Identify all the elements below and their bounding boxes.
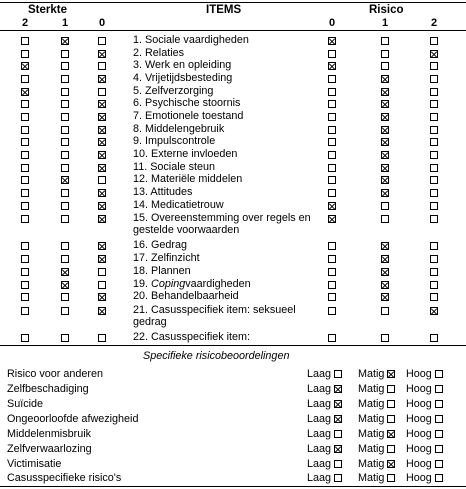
level-label: Matig: [358, 458, 385, 470]
level-checkbox-hoog[interactable]: [435, 370, 443, 378]
item-label-text: 16. Gedrag: [133, 239, 188, 251]
level-option-laag: [307, 413, 342, 425]
item-label: [133, 135, 215, 147]
level-checkbox-hoog[interactable]: [435, 474, 443, 482]
level-label: Laag: [307, 428, 332, 440]
level-option-hoog: [406, 443, 443, 455]
level-label: Laag: [307, 368, 332, 380]
risico-checkbox-2[interactable]: [430, 164, 438, 172]
risico-checkbox-1[interactable]: [381, 50, 389, 58]
level-label: Hoog: [406, 398, 432, 410]
specific-risk-label: Suïcide: [7, 398, 44, 410]
sterkte-checkbox-2[interactable]: [21, 202, 29, 210]
risico-checkbox-1[interactable]: [381, 307, 389, 315]
sterkte-col-0: 0: [99, 17, 106, 29]
sterkte-checkbox-1[interactable]: [61, 164, 69, 172]
sterkte-checkbox-0[interactable]: [98, 164, 106, 172]
sterkte-checkbox-1[interactable]: [61, 88, 69, 96]
risico-checkbox-0[interactable]: [328, 164, 336, 172]
level-checkbox-hoog[interactable]: [435, 415, 443, 423]
item-label-text: 14. Medicatietrouw: [133, 199, 224, 211]
risico-checkbox-2[interactable]: [430, 281, 438, 289]
risico-checkbox-0[interactable]: [328, 215, 336, 223]
sterkte-checkbox-1[interactable]: [61, 334, 69, 342]
item-label-rest: vaardigheden: [185, 278, 251, 290]
sterkte-col-2: 2: [22, 17, 29, 29]
risico-checkbox-1[interactable]: [381, 189, 389, 197]
sterkte-checkbox-0[interactable]: [98, 255, 106, 263]
sterkte-checkbox-2[interactable]: [21, 293, 29, 301]
sterkte-checkbox-2[interactable]: [21, 126, 29, 134]
item-label: [133, 252, 200, 264]
level-option-matig: [358, 383, 395, 395]
risico-checkbox-2[interactable]: [430, 268, 438, 276]
level-label: Matig: [358, 428, 385, 440]
sterkte-checkbox-0[interactable]: [98, 126, 106, 134]
level-checkbox-laag[interactable]: [334, 430, 342, 438]
risico-checkbox-2[interactable]: [430, 126, 438, 134]
item-label-number: 19.: [133, 278, 152, 290]
level-option-matig: [358, 398, 395, 410]
level-checkbox-matig[interactable]: [387, 460, 395, 468]
item-label: [133, 161, 215, 173]
sterkte-checkbox-0[interactable]: [98, 37, 106, 45]
risico-checkbox-0[interactable]: [328, 126, 336, 134]
risico-checkbox-2[interactable]: [430, 334, 438, 342]
risico-checkbox-2[interactable]: [430, 62, 438, 70]
sterkte-checkbox-0[interactable]: [98, 88, 106, 96]
risico-checkbox-0[interactable]: [328, 88, 336, 96]
top-rule: [0, 2, 466, 3]
level-checkbox-hoog[interactable]: [435, 460, 443, 468]
risico-checkbox-2[interactable]: [430, 113, 438, 121]
sterkte-checkbox-0[interactable]: [98, 151, 106, 159]
risico-checkbox-0[interactable]: [328, 176, 336, 184]
risico-checkbox-1[interactable]: [381, 293, 389, 301]
risico-checkbox-1[interactable]: [381, 202, 389, 210]
risico-checkbox-1[interactable]: [381, 242, 389, 250]
risico-checkbox-0[interactable]: [328, 255, 336, 263]
level-label: Hoog: [406, 458, 432, 470]
sterkte-checkbox-1[interactable]: [61, 126, 69, 134]
sterkte-col-1: 1: [62, 17, 69, 29]
risico-checkbox-1[interactable]: [381, 164, 389, 172]
level-checkbox-hoog[interactable]: [435, 400, 443, 408]
specific-risk-label: Risico voor anderen: [7, 368, 104, 380]
item-label-text: 8. Middelengebruik: [133, 123, 225, 135]
level-label: Matig: [358, 398, 385, 410]
sterkte-checkbox-1[interactable]: [61, 281, 69, 289]
sterkte-checkbox-1[interactable]: [61, 151, 69, 159]
risico-header: Risico: [369, 4, 404, 16]
sterkte-checkbox-2[interactable]: [21, 151, 29, 159]
risico-checkbox-0[interactable]: [328, 62, 336, 70]
level-option-hoog: [406, 428, 443, 440]
item-label-text: 22. Casusspecifiek item:: [133, 331, 251, 343]
item-label: [133, 186, 192, 198]
item-label: [133, 265, 191, 277]
item-label-text: 20. Behandelbaarheid: [133, 290, 239, 302]
sterkte-checkbox-1[interactable]: [61, 62, 69, 70]
item-label-italic: Coping: [151, 278, 186, 290]
sterkte-checkbox-0[interactable]: [98, 268, 106, 276]
level-option-matig: [358, 472, 395, 484]
level-option-laag: [307, 472, 342, 484]
item-label: [133, 278, 251, 290]
level-label: Matig: [358, 443, 385, 455]
level-label: Matig: [358, 413, 385, 425]
risico-checkbox-2[interactable]: [430, 75, 438, 83]
item-label-text: 15. Overeenstemming over regels en: [133, 212, 311, 224]
level-label: Hoog: [406, 383, 432, 395]
specific-risk-label: Ongeoorloofde afwezigheid: [7, 413, 139, 425]
risico-checkbox-2[interactable]: [430, 242, 438, 250]
level-label: Laag: [307, 383, 332, 395]
risico-checkbox-0[interactable]: [328, 334, 336, 342]
risico-checkbox-0[interactable]: [328, 138, 336, 146]
risico-checkbox-0[interactable]: [328, 113, 336, 121]
sterkte-checkbox-1[interactable]: [61, 50, 69, 58]
sterkte-checkbox-1[interactable]: [61, 138, 69, 146]
level-checkbox-matig[interactable]: [387, 385, 395, 393]
sterkte-checkbox-0[interactable]: [98, 202, 106, 210]
sterkte-checkbox-1[interactable]: [61, 202, 69, 210]
level-option-laag: [307, 458, 342, 470]
risico-checkbox-1[interactable]: [381, 215, 389, 223]
sterkte-checkbox-2[interactable]: [21, 100, 29, 108]
sterkte-checkbox-2[interactable]: [21, 50, 29, 58]
level-option-laag: [307, 368, 342, 380]
item-label: [133, 110, 243, 122]
risico-checkbox-1[interactable]: [381, 88, 389, 96]
item-label-text: 4. Vrijetijdsbesteding: [133, 72, 233, 84]
risico-checkbox-1[interactable]: [381, 255, 389, 263]
level-label: Laag: [307, 413, 332, 425]
bottom-rule: [0, 486, 466, 487]
sterkte-checkbox-0[interactable]: [98, 176, 106, 184]
risico-checkbox-2[interactable]: [430, 215, 438, 223]
risico-col-1: 1: [382, 17, 389, 29]
risico-checkbox-1[interactable]: [381, 37, 389, 45]
sterkte-checkbox-1[interactable]: [61, 37, 69, 45]
sterkte-checkbox-2[interactable]: [21, 176, 29, 184]
risico-checkbox-1[interactable]: [381, 62, 389, 70]
item-label: [133, 290, 239, 302]
item-label-text: 17. Zelfinzicht: [133, 252, 200, 264]
risico-checkbox-2[interactable]: [430, 37, 438, 45]
level-option-laag: [307, 398, 342, 410]
risico-checkbox-0[interactable]: [328, 268, 336, 276]
risico-col-2: 2: [431, 17, 438, 29]
risico-checkbox-2[interactable]: [430, 255, 438, 263]
risico-checkbox-0[interactable]: [328, 37, 336, 45]
sterkte-checkbox-2[interactable]: [21, 62, 29, 70]
risico-checkbox-0[interactable]: [328, 202, 336, 210]
sterkte-checkbox-0[interactable]: [98, 138, 106, 146]
sterkte-checkbox-2[interactable]: [21, 307, 29, 315]
risico-checkbox-1[interactable]: [381, 75, 389, 83]
item-label-text: 6. Psychische stoornis: [133, 97, 241, 109]
risico-checkbox-0[interactable]: [328, 189, 336, 197]
level-option-hoog: [406, 472, 443, 484]
item-label-text: 9. Impulscontrole: [133, 135, 216, 147]
level-checkbox-matig[interactable]: [387, 400, 395, 408]
sterkte-checkbox-2[interactable]: [21, 37, 29, 45]
level-option-hoog: [406, 368, 443, 380]
sterkte-header: Sterkte: [28, 4, 67, 16]
item-label: [133, 304, 296, 328]
level-option-hoog: [406, 458, 443, 470]
level-label: Matig: [358, 472, 385, 484]
sterkte-checkbox-2[interactable]: [21, 138, 29, 146]
level-checkbox-hoog[interactable]: [435, 385, 443, 393]
item-label: [133, 148, 237, 160]
level-label: Hoog: [406, 428, 432, 440]
risico-checkbox-1[interactable]: [381, 151, 389, 159]
item-label-text-cont: gedrag: [133, 316, 167, 328]
item-label: [133, 199, 224, 211]
sterkte-checkbox-0[interactable]: [98, 113, 106, 121]
item-label-text: 10. Externe invloeden: [133, 148, 238, 160]
items-header: ITEMS: [206, 4, 242, 16]
specific-section-title: Specifieke risicobeoordelingen: [143, 350, 290, 362]
sterkte-checkbox-2[interactable]: [21, 189, 29, 197]
sterkte-checkbox-1[interactable]: [61, 113, 69, 121]
items-bottom-rule: [0, 345, 466, 346]
level-option-hoog: [406, 383, 443, 395]
level-label: Laag: [307, 443, 332, 455]
item-label-text: 12. Materiële middelen: [133, 173, 243, 185]
level-checkbox-matig[interactable]: [387, 445, 395, 453]
level-checkbox-laag[interactable]: [334, 474, 342, 482]
specific-risk-label: Victimisatie: [7, 458, 62, 470]
level-option-matig: [358, 368, 395, 380]
sterkte-checkbox-2[interactable]: [21, 88, 29, 96]
risico-checkbox-2[interactable]: [430, 88, 438, 96]
item-label: [133, 72, 232, 84]
sterkte-checkbox-1[interactable]: [61, 268, 69, 276]
item-label: [133, 85, 213, 97]
level-checkbox-laag[interactable]: [334, 460, 342, 468]
risico-checkbox-2[interactable]: [430, 138, 438, 146]
item-label-text-cont: gestelde voorwaarden: [133, 224, 240, 236]
sterkte-checkbox-0[interactable]: [98, 189, 106, 197]
item-label: [133, 212, 311, 236]
level-checkbox-matig[interactable]: [387, 370, 395, 378]
sterkte-checkbox-2[interactable]: [21, 113, 29, 121]
risico-checkbox-1[interactable]: [381, 176, 389, 184]
specific-risk-label: Casusspecifieke risico's: [7, 472, 122, 484]
sterkte-checkbox-2[interactable]: [21, 268, 29, 276]
level-checkbox-hoog[interactable]: [435, 430, 443, 438]
level-checkbox-laag[interactable]: [334, 385, 342, 393]
level-option-matig: [358, 443, 395, 455]
sterkte-checkbox-0[interactable]: [98, 242, 106, 250]
level-option-laag: [307, 428, 342, 440]
risico-checkbox-0[interactable]: [328, 50, 336, 58]
sterkte-checkbox-2[interactable]: [21, 215, 29, 223]
level-option-laag: [307, 443, 342, 455]
sterkte-checkbox-0[interactable]: [98, 215, 106, 223]
risico-checkbox-2[interactable]: [430, 100, 438, 108]
sterkte-checkbox-1[interactable]: [61, 100, 69, 108]
risico-checkbox-2[interactable]: [430, 202, 438, 210]
item-label: [133, 123, 224, 135]
level-label: Hoog: [406, 368, 432, 380]
sterkte-checkbox-1[interactable]: [61, 176, 69, 184]
sterkte-checkbox-1[interactable]: [61, 307, 69, 315]
item-label-text: 2. Relaties: [133, 47, 185, 59]
level-option-matig: [358, 413, 395, 425]
risico-checkbox-2[interactable]: [430, 176, 438, 184]
risico-checkbox-2[interactable]: [430, 293, 438, 301]
sterkte-checkbox-0[interactable]: [98, 293, 106, 301]
sterkte-checkbox-2[interactable]: [21, 242, 29, 250]
item-label-text: 3. Werk en opleiding: [133, 59, 232, 71]
sterkte-checkbox-2[interactable]: [21, 164, 29, 172]
level-checkbox-laag[interactable]: [334, 415, 342, 423]
sterkte-checkbox-2[interactable]: [21, 281, 29, 289]
sterkte-checkbox-1[interactable]: [61, 255, 69, 263]
item-label: [133, 239, 187, 251]
risico-checkbox-2[interactable]: [430, 307, 438, 315]
risico-checkbox-2[interactable]: [430, 151, 438, 159]
item-label: [133, 59, 231, 71]
level-label: Hoog: [406, 443, 432, 455]
header-rule: [0, 30, 466, 31]
risico-checkbox-0[interactable]: [328, 75, 336, 83]
sterkte-checkbox-1[interactable]: [61, 242, 69, 250]
item-label: [133, 34, 249, 46]
risico-checkbox-1[interactable]: [381, 100, 389, 108]
risico-checkbox-1[interactable]: [381, 113, 389, 121]
sterkte-checkbox-2[interactable]: [21, 255, 29, 263]
item-label-text: 13. Attitudes: [133, 186, 193, 198]
sterkte-checkbox-0[interactable]: [98, 50, 106, 58]
item-label: [133, 47, 184, 59]
level-checkbox-matig[interactable]: [387, 415, 395, 423]
level-checkbox-matig[interactable]: [387, 430, 395, 438]
sterkte-checkbox-0[interactable]: [98, 75, 106, 83]
risico-checkbox-2[interactable]: [430, 189, 438, 197]
specific-risk-label: Zelfverwaarlozing: [7, 443, 92, 455]
level-label: Hoog: [406, 472, 432, 484]
risico-checkbox-1[interactable]: [381, 126, 389, 134]
risico-checkbox-0[interactable]: [328, 281, 336, 289]
specific-risk-label: Middelenmisbruik: [7, 428, 92, 440]
level-checkbox-laag[interactable]: [334, 445, 342, 453]
level-checkbox-matig[interactable]: [387, 474, 395, 482]
item-label: [133, 97, 240, 109]
level-label: Matig: [358, 383, 385, 395]
risico-checkbox-0[interactable]: [328, 100, 336, 108]
item-label: [133, 331, 250, 343]
level-option-hoog: [406, 413, 443, 425]
level-checkbox-laag[interactable]: [334, 370, 342, 378]
sterkte-checkbox-1[interactable]: [61, 75, 69, 83]
sterkte-checkbox-0[interactable]: [98, 62, 106, 70]
level-option-matig: [358, 428, 395, 440]
risico-checkbox-1[interactable]: [381, 334, 389, 342]
sterkte-checkbox-0[interactable]: [98, 334, 106, 342]
item-label: [133, 173, 242, 185]
level-label: Laag: [307, 472, 332, 484]
risico-checkbox-1[interactable]: [381, 268, 389, 276]
level-option-matig: [358, 458, 395, 470]
sterkte-checkbox-0[interactable]: [98, 281, 106, 289]
risico-checkbox-0[interactable]: [328, 307, 336, 315]
sterkte-checkbox-0[interactable]: [98, 100, 106, 108]
item-label-text: 7. Emotionele toestand: [133, 110, 244, 122]
risico-checkbox-2[interactable]: [430, 50, 438, 58]
sterkte-checkbox-2[interactable]: [21, 334, 29, 342]
level-label: Matig: [358, 368, 385, 380]
risico-checkbox-1[interactable]: [381, 138, 389, 146]
sterkte-checkbox-1[interactable]: [61, 293, 69, 301]
item-label-text: 1. Sociale vaardigheden: [133, 34, 249, 46]
risico-col-0: 0: [329, 17, 336, 29]
risico-checkbox-0[interactable]: [328, 293, 336, 301]
level-label: Hoog: [406, 413, 432, 425]
level-option-hoog: [406, 398, 443, 410]
sterkte-checkbox-1[interactable]: [61, 215, 69, 223]
level-label: Laag: [307, 398, 332, 410]
sterkte-checkbox-0[interactable]: [98, 307, 106, 315]
item-label-text: 21. Casusspecifiek item: seksueel: [133, 304, 296, 316]
item-label-text: 18. Plannen: [133, 265, 191, 277]
specific-risk-label: Zelfbeschadiging: [7, 383, 89, 395]
sterkte-checkbox-1[interactable]: [61, 189, 69, 197]
level-checkbox-hoog[interactable]: [435, 445, 443, 453]
level-checkbox-laag[interactable]: [334, 400, 342, 408]
level-label: Laag: [307, 458, 332, 470]
risico-checkbox-1[interactable]: [381, 281, 389, 289]
item-label-text: 5. Zelfverzorging: [133, 85, 214, 97]
item-label-text: 11. Sociale steun: [133, 161, 216, 173]
risico-checkbox-0[interactable]: [328, 242, 336, 250]
level-option-laag: [307, 383, 342, 395]
sterkte-checkbox-2[interactable]: [21, 75, 29, 83]
risico-checkbox-0[interactable]: [328, 151, 336, 159]
